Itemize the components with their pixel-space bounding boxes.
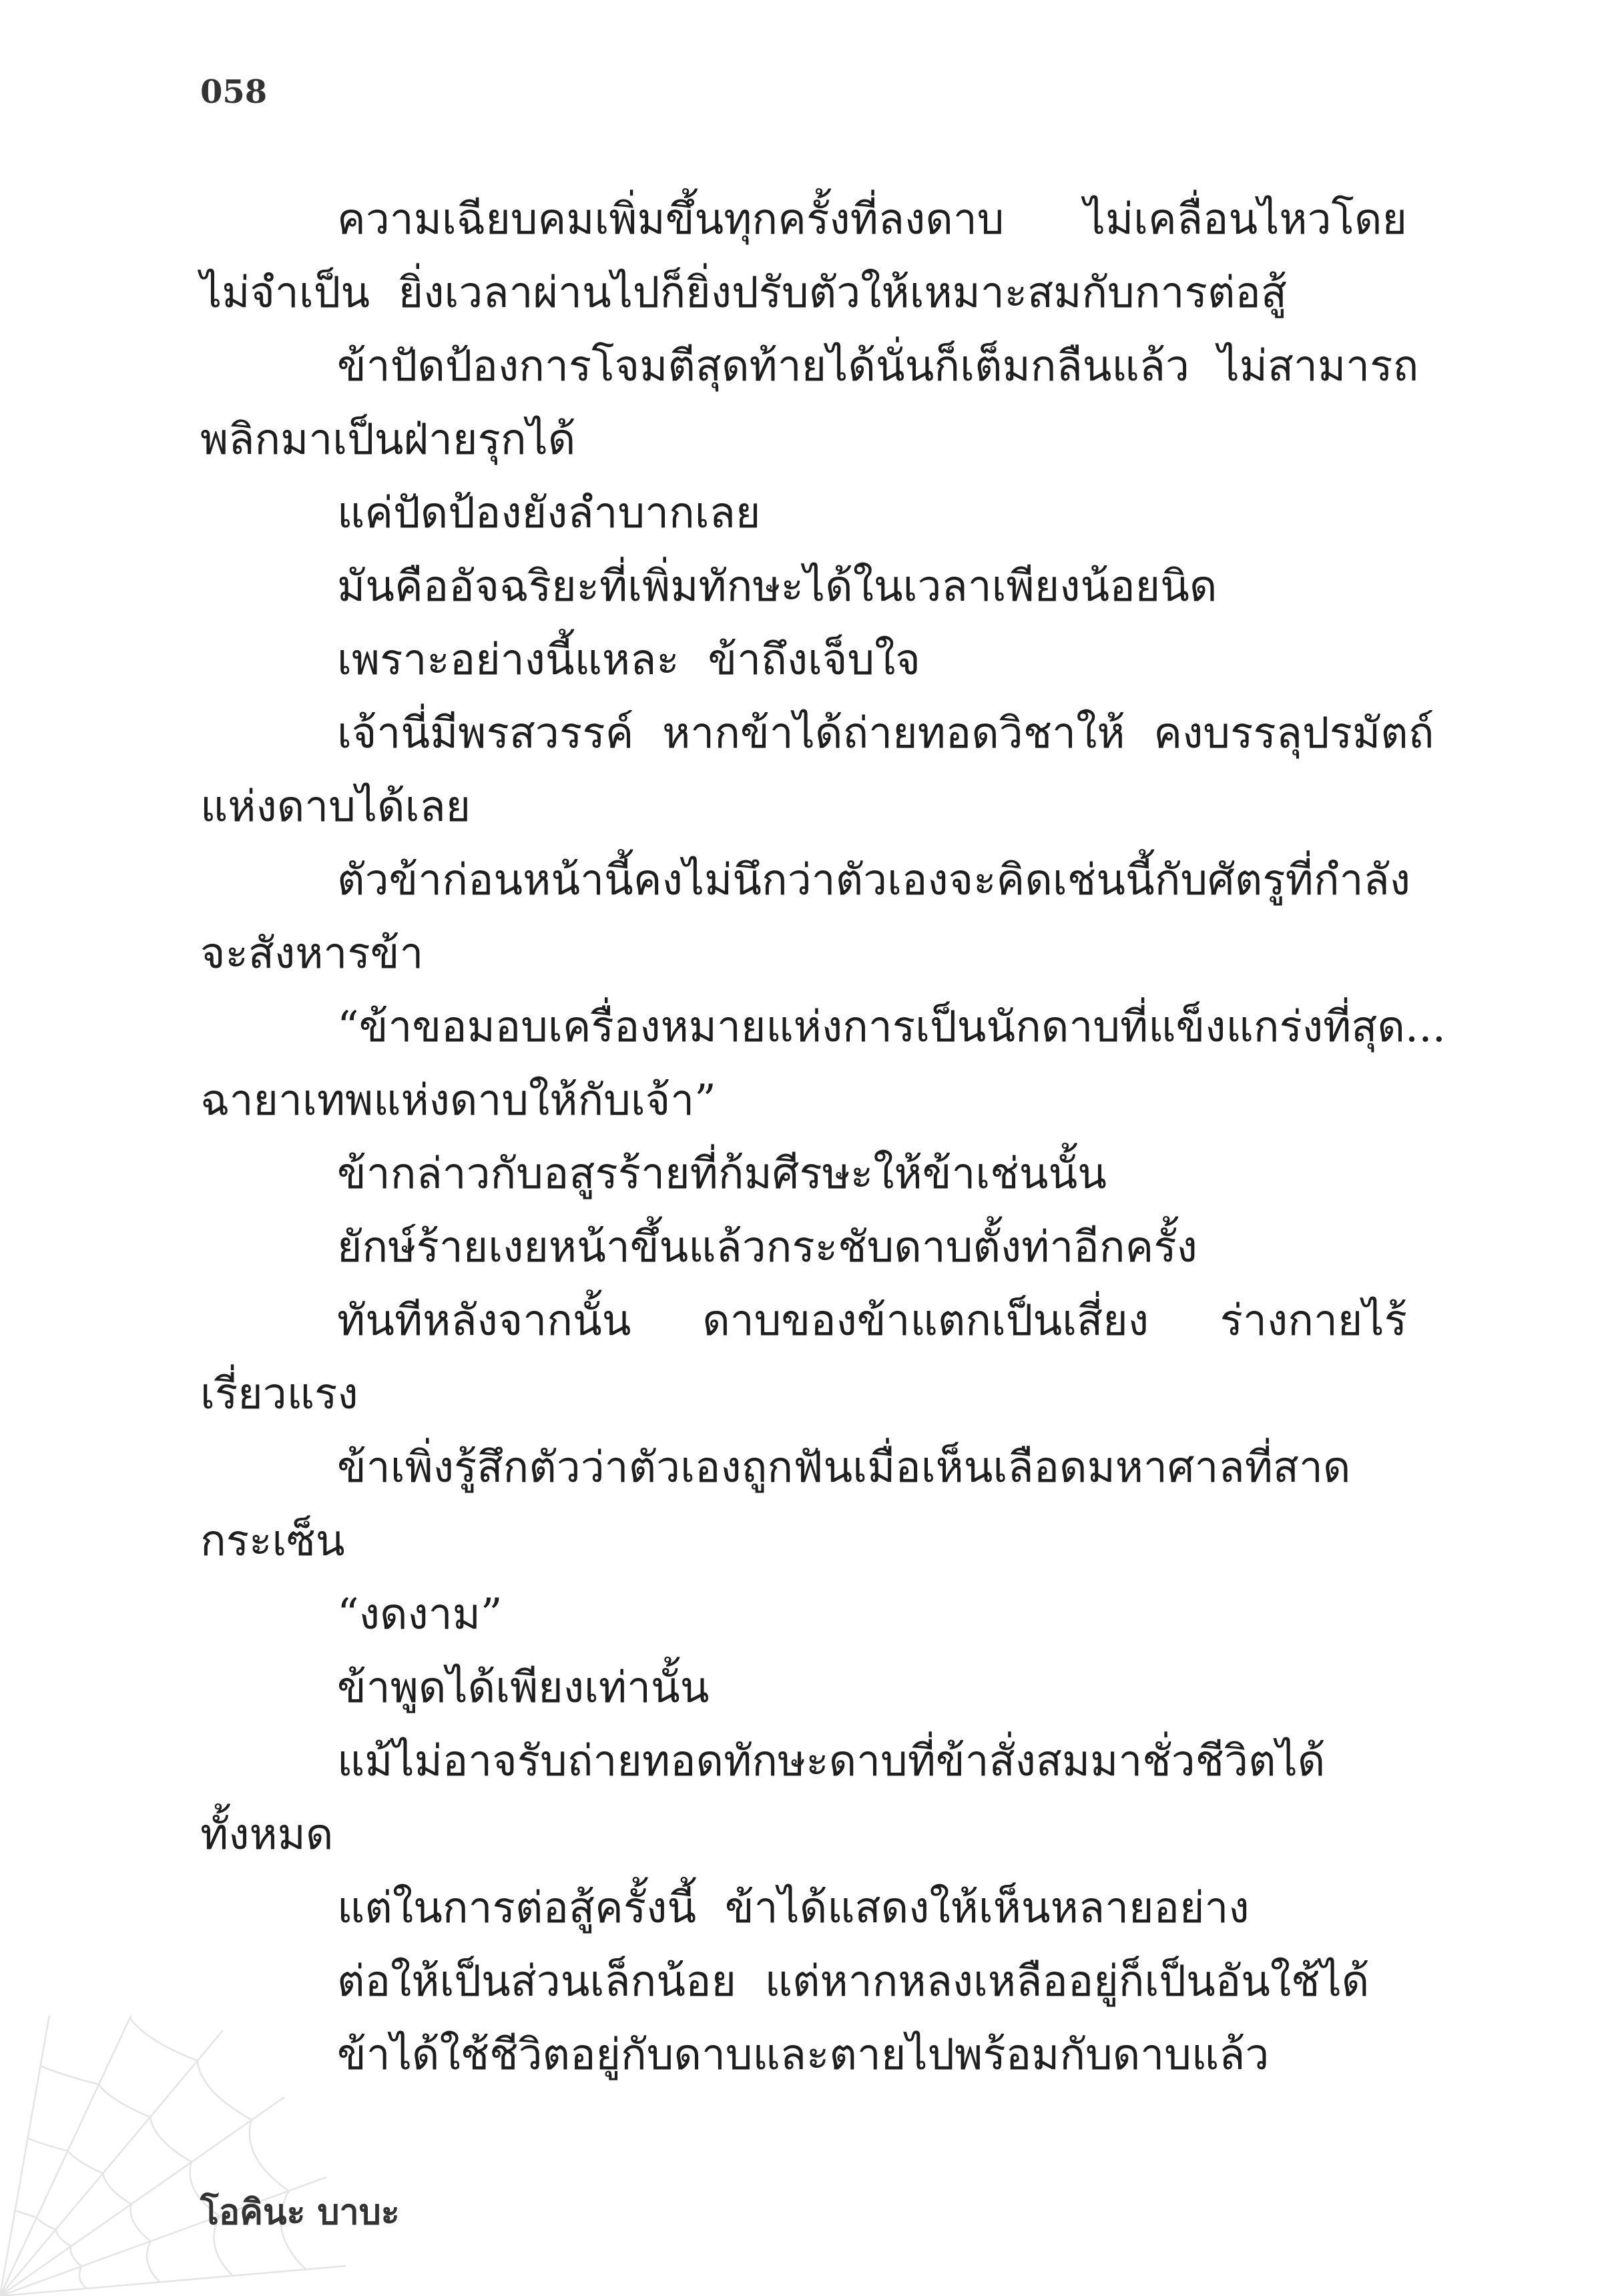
paragraph xyxy=(200,1211,1407,1284)
paragraph xyxy=(200,477,1407,550)
spider-web-icon xyxy=(0,2016,347,2296)
paragraph xyxy=(200,1431,1407,1578)
text-line: กระเซ็น xyxy=(200,1516,345,1566)
paragraph xyxy=(200,1872,1407,1945)
paragraph xyxy=(200,697,1434,844)
paragraph xyxy=(200,1651,1407,1725)
paragraph xyxy=(200,990,1446,1137)
paragraph xyxy=(200,844,1410,990)
text-line: ไม่จำเป็น ยิ่งเวลาผ่านไปก็ยิ่งปรับตัวให้เหมาะสมกับการต่อสู้ xyxy=(200,268,1287,318)
text-line: ข้าได้ใช้ชีวิตอยู่กับดาบและตายไปพร้อมกับดาบแล้ว xyxy=(337,2030,1270,2080)
paragraph xyxy=(200,1284,1407,1431)
paragraph xyxy=(200,1137,1407,1211)
text-line: พลิกมาเป็นฝ่ายรุกได้ xyxy=(200,415,576,465)
paragraph xyxy=(200,183,1407,330)
paragraph xyxy=(200,1578,1407,1651)
text-line: ตัวข้าก่อนหน้านี้คงไม่นึกว่าตัวเองจะคิดเช่นนี้กับศัตรูที่กำลัง xyxy=(337,856,1410,905)
text-line: ความเฉียบคมเพิ่มขึ้นทุกครั้งที่ลงดาบ ไม่เคลื่อนไหวโดย xyxy=(337,195,1407,244)
text-line: แห่งดาบได้เลย xyxy=(200,782,471,832)
body-text xyxy=(200,183,1446,2092)
text-line: แม้ไม่อาจรับถ่ายทอดทักษะดาบที่ข้าสั่งสมมาชั่วชีวิตได้ xyxy=(337,1737,1326,1786)
paragraph xyxy=(200,623,1407,697)
text-line: แค่ปัดป้องยังลำบากเลย xyxy=(337,489,761,538)
text-line: เจ้านี่มีพรสวรรค์ หากข้าได้ถ่ายทอดวิชาให้ คงบรรลุปรมัตถ์ xyxy=(337,709,1434,758)
text-line: มันคืออัจฉริยะที่เพิ่มทักษะได้ในเวลาเพียงน้อยนิด xyxy=(337,562,1218,611)
text-line: ทันทีหลังจากนั้น ดาบของข้าแตกเป็นเสี่ยง ร่างกายไร้ xyxy=(337,1296,1407,1346)
footer-author: โอคินะ บาบะ xyxy=(200,2193,400,2233)
paragraph xyxy=(200,550,1407,623)
text-line: ข้าพูดได้เพียงเท่านั้น xyxy=(337,1663,710,1713)
paragraph xyxy=(200,330,1419,477)
text-line: เรี่ยวแรง xyxy=(200,1370,358,1419)
text-line: “ข้าขอมอบเครื่องหมายแห่งการเป็นนักดาบที่แข็งแกร่งที่สุด... xyxy=(337,1002,1446,1052)
text-line: “งดงาม” xyxy=(337,1590,503,1639)
text-line: ข้ากล่าวกับอสูรร้ายที่ก้มศีรษะให้ข้าเช่นนั้น xyxy=(337,1149,1107,1199)
page-number: 058 xyxy=(200,73,268,111)
paragraph xyxy=(200,1725,1407,1872)
text-line: ยักษ์ร้ายเงยหน้าขึ้นแล้วกระชับดาบตั้งท่าอีกครั้ง xyxy=(337,1223,1197,1272)
text-line: ต่อให้เป็นส่วนเล็กน้อย แต่หากหลงเหลืออยู่ก็เป็นอันใช้ได้ xyxy=(337,1957,1370,2006)
text-line: ทั้งหมด xyxy=(200,1810,334,1859)
text-line: ข้าปัดป้องการโจมตีสุดท้ายได้นั่นก็เต็มกลืนแล้ว ไม่สามารถ xyxy=(337,342,1419,391)
text-line: จะสังหารข้า xyxy=(200,929,424,978)
paragraph xyxy=(200,2018,1407,2092)
text-line: แต่ในการต่อสู้ครั้งนี้ ข้าได้แสดงให้เห็นหลายอย่าง xyxy=(337,1884,1250,1933)
text-line: ข้าเพิ่งรู้สึกตัวว่าตัวเองถูกฟันเมื่อเห็นเลือดมหาศาลที่สาด xyxy=(337,1443,1351,1492)
paragraph xyxy=(200,1945,1407,2018)
text-line: เพราะอย่างนี้แหละ ข้าถึงเจ็บใจ xyxy=(337,635,920,685)
text-line: ฉายาเทพแห่งดาบให้กับเจ้า” xyxy=(200,1076,716,1125)
